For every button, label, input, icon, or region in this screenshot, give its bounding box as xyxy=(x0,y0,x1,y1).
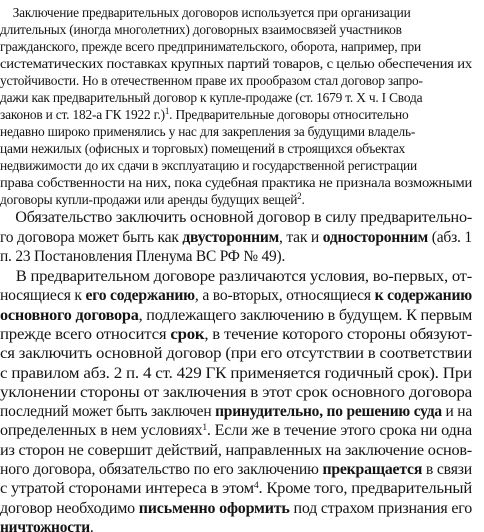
line-content xyxy=(0,344,472,363)
text-line xyxy=(0,157,484,174)
text-line xyxy=(0,286,484,305)
bold-term: двусторонним xyxy=(182,228,280,246)
text-run: систематических поставках крупных партий товаров, с целью обеспечения их xyxy=(0,56,472,71)
text-run: недавно широко применялись у нас для закрепления за будущими владель- xyxy=(0,124,416,139)
text-run: Заключение предварительных договоров используется при организации xyxy=(0,5,411,20)
text-run: договоры купли-продажи или аренды будущих вещей xyxy=(0,192,298,207)
text-line xyxy=(0,460,484,479)
line-content xyxy=(0,247,285,266)
footnote-marker: 1 xyxy=(164,106,170,116)
text-line xyxy=(0,267,484,286)
line-content xyxy=(0,38,421,55)
line-content xyxy=(0,157,417,174)
text-run: длительных (иногда многолетних) договорных взаимосвязей участников xyxy=(0,22,402,37)
bold-term: односторонним xyxy=(322,228,429,246)
text-line xyxy=(0,4,484,21)
bold-term: к содержанию xyxy=(374,287,473,305)
bold-term: принудительно, по решению суда xyxy=(215,403,442,421)
line-content xyxy=(0,174,472,191)
footnote-marker: 4 xyxy=(253,480,259,491)
line-content xyxy=(0,228,472,247)
text-run: . Предварительные договоры относительно xyxy=(169,107,409,122)
text-run: го договора может быть как xyxy=(0,228,183,246)
line-content xyxy=(0,306,472,325)
text-run: дажи как предварительный договор к купле-продаже (ст. 1679 т. X ч. I Свода xyxy=(0,90,423,105)
text-run: цами нежилых (офисных и торговых) помещений в строящихся объектах xyxy=(0,141,406,156)
line-content xyxy=(0,267,472,286)
text-run: . xyxy=(89,518,94,532)
text-run: под страхом признания его xyxy=(289,499,473,517)
text-line xyxy=(0,518,484,532)
text-line xyxy=(0,123,484,140)
bold-term: ничтожности xyxy=(0,518,90,532)
text-run: . xyxy=(301,192,305,207)
text-run: законов и ст. 182-а ГК 1922 г.) xyxy=(0,107,165,122)
line-content xyxy=(0,499,472,518)
line-content xyxy=(0,286,472,305)
text-run: . Если же в течение этого срока ни одна xyxy=(206,422,472,440)
line-content xyxy=(0,364,472,383)
text-run: ся заключить основной договор (при его отсутствии в соответствии xyxy=(0,345,472,363)
text-run: гражданского, прежде всего предпринимательского, оборота, например, при xyxy=(0,39,422,54)
line-content xyxy=(0,479,472,498)
line-content xyxy=(0,89,422,106)
text-run: прежде всего относится xyxy=(0,325,171,343)
line-content xyxy=(0,421,472,440)
line-content xyxy=(0,518,94,532)
text-line xyxy=(0,441,484,460)
text-line xyxy=(0,247,484,266)
line-content xyxy=(0,55,472,72)
text-line xyxy=(0,208,484,227)
text-run: устойчивости. Но в отечественном праве их прообразом стал договор запро- xyxy=(0,73,423,88)
text-run: , подлежащего заключению в будущем. К первым xyxy=(138,306,472,324)
line-content xyxy=(0,21,402,38)
line-content xyxy=(0,460,472,479)
text-run: , а во-вторых, относящиеся xyxy=(194,287,375,305)
text-run: недвижимости до их сдачи в эксплуатацию и государственной регистрации xyxy=(0,158,417,173)
line-content xyxy=(0,441,472,460)
text-run: и на xyxy=(441,403,472,421)
text-line xyxy=(0,499,484,518)
text-line xyxy=(0,383,484,402)
text-line xyxy=(0,72,484,89)
text-line xyxy=(0,421,484,440)
text-run: уклонении стороны от заключения в этот срок основного договора xyxy=(0,383,472,401)
text-run: Обязательство заключить основной договор в силу предварительно- xyxy=(0,209,473,226)
text-run: договор необходимо xyxy=(0,499,139,517)
text-line xyxy=(0,306,484,325)
text-line xyxy=(0,479,484,498)
text-line xyxy=(0,402,484,421)
text-line xyxy=(0,228,484,247)
line-content xyxy=(0,325,472,344)
text-run: В предварительном договоре различаются условия, во-первых, от- xyxy=(0,268,473,285)
text-run: . Кроме того, предварительный xyxy=(258,480,472,498)
text-run: носящиеся к xyxy=(0,287,86,305)
text-line xyxy=(0,344,484,363)
line-content xyxy=(0,383,472,402)
text-run: ного договора, обязательство по его заключению xyxy=(0,461,323,478)
text-line xyxy=(0,55,484,72)
bold-term: срок xyxy=(170,325,205,343)
line-content xyxy=(0,140,405,157)
text-run: определенных в нем условиях xyxy=(0,422,203,440)
text-line xyxy=(0,325,484,344)
line-content xyxy=(0,208,472,227)
line-content xyxy=(0,402,472,421)
text-line xyxy=(0,364,484,383)
text-line xyxy=(0,140,484,157)
text-run: (абз. 1 xyxy=(428,228,473,246)
text-line xyxy=(0,191,484,208)
text-line xyxy=(0,89,484,106)
text-run: с утратой сторонами интереса в этом xyxy=(0,480,254,498)
text-line xyxy=(0,106,484,123)
text-line xyxy=(0,174,484,191)
line-content xyxy=(0,191,305,208)
text-run: п. 23 Постановления Пленума ВС РФ № 49). xyxy=(0,248,286,265)
bold-term: письменно оформить xyxy=(138,499,290,517)
line-content xyxy=(0,106,408,123)
text-run: последний может быть заключен xyxy=(0,403,216,421)
bold-term: его содержанию xyxy=(85,287,195,305)
bold-term: основного договора xyxy=(0,306,139,324)
bold-term: прекращается xyxy=(322,461,423,478)
line-content xyxy=(0,123,415,140)
text-run: с правилом абз. 2 п. 4 ст. 429 ГК применяется годичный срок). При xyxy=(0,364,472,382)
text-run: из сторон не совершит действий, направленных на заключение основ- xyxy=(0,441,472,459)
text-line xyxy=(0,21,484,38)
footnote-marker: 2 xyxy=(297,191,302,201)
text-run: права собственности на них, пока судебная практика не признала возможными xyxy=(0,175,473,190)
text-run: , в течение которого стороны обязуют- xyxy=(204,325,472,343)
text-line xyxy=(0,38,484,55)
line-content xyxy=(0,4,411,21)
footnote-marker: 1 xyxy=(202,422,207,433)
text-run: в связи xyxy=(422,461,472,478)
line-content xyxy=(0,72,423,89)
text-run: , так и xyxy=(279,228,323,246)
